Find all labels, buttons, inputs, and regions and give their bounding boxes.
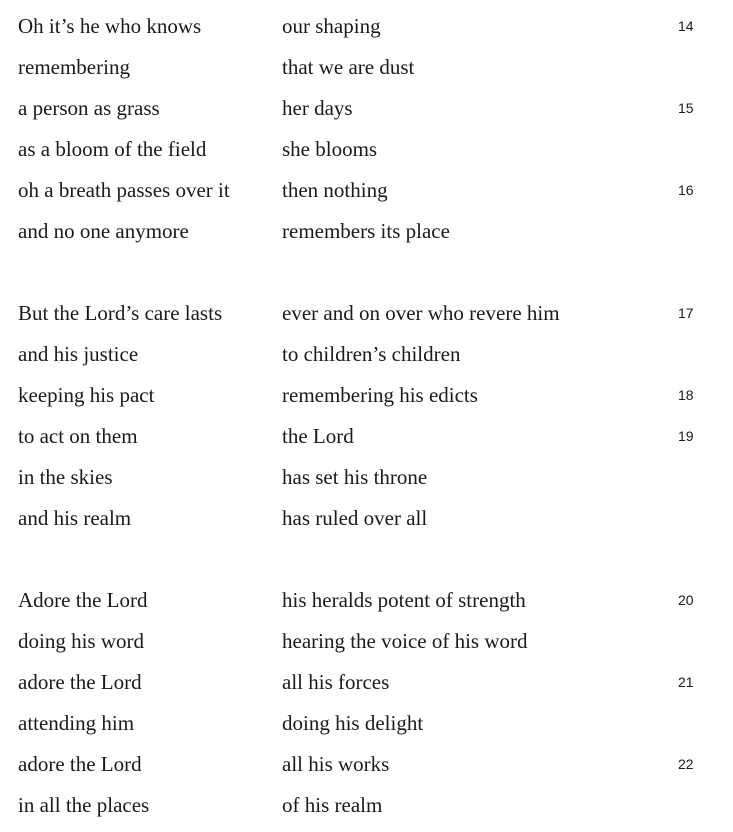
line-second-half: then nothing <box>282 178 388 202</box>
stanza-gap <box>0 258 733 299</box>
line-second-half: the Lord <box>282 424 354 448</box>
line-first-half: and his justice <box>18 342 139 366</box>
line-second-half: has ruled over all <box>282 506 428 530</box>
verse-number: 14 <box>678 18 694 34</box>
poem-line <box>0 463 733 504</box>
line-first-half: keeping his pact <box>18 383 155 407</box>
poem-line <box>0 586 733 627</box>
poem-line <box>0 627 733 668</box>
verse-number: 21 <box>678 674 694 690</box>
line-second-half: she blooms <box>282 137 378 161</box>
poem-line <box>0 12 733 53</box>
line-second-half: his heralds potent of strength <box>282 588 526 612</box>
line-second-half: all his works <box>282 752 390 776</box>
poem-body <box>0 12 733 832</box>
stanza-3 <box>0 586 733 832</box>
line-first-half: oh a breath passes over it <box>18 178 230 202</box>
poem-line <box>0 791 733 832</box>
line-second-half: of his realm <box>282 793 383 817</box>
poem-line <box>0 709 733 750</box>
line-first-half: a person as grass <box>18 96 160 120</box>
line-second-half: hearing the voice of his word <box>282 629 528 653</box>
line-first-half: to act on them <box>18 424 138 448</box>
line-first-half: in the skies <box>18 465 113 489</box>
verse-number: 18 <box>678 387 694 403</box>
verse-number: 15 <box>678 100 694 116</box>
line-first-half: as a bloom of the field <box>18 137 207 161</box>
line-second-half: all his forces <box>282 670 390 694</box>
verse-number: 22 <box>678 756 694 772</box>
stanza-1 <box>0 12 733 258</box>
line-first-half: adore the Lord <box>18 670 142 694</box>
poem-line <box>0 176 733 217</box>
poem-line <box>0 504 733 545</box>
verse-number: 19 <box>678 428 694 444</box>
poem-line <box>0 340 733 381</box>
line-second-half: ever and on over who revere him <box>282 301 560 325</box>
line-second-half: to children’s children <box>282 342 461 366</box>
line-first-half: remembering <box>18 55 130 79</box>
poem-line <box>0 94 733 135</box>
line-first-half: Oh it’s he who knows <box>18 14 202 38</box>
poem-line <box>0 299 733 340</box>
line-first-half: and his realm <box>18 506 132 530</box>
line-second-half: remembering his edicts <box>282 383 478 407</box>
line-first-half: But the Lord’s care lasts <box>18 301 223 325</box>
line-second-half: our shaping <box>282 14 381 38</box>
poem-line <box>0 668 733 709</box>
line-second-half: her days <box>282 96 353 120</box>
poem-line <box>0 422 733 463</box>
line-second-half: that we are dust <box>282 55 415 79</box>
poem-line <box>0 217 733 258</box>
line-first-half: and no one anymore <box>18 219 189 243</box>
line-second-half: doing his delight <box>282 711 424 735</box>
stanza-2 <box>0 299 733 545</box>
verse-number: 17 <box>678 305 694 321</box>
line-second-half: remembers its place <box>282 219 450 243</box>
line-second-half: has set his throne <box>282 465 428 489</box>
poem-line <box>0 53 733 94</box>
stanza-gap <box>0 545 733 586</box>
verse-number: 16 <box>678 182 694 198</box>
line-first-half: Adore the Lord <box>18 588 148 612</box>
poem-line <box>0 135 733 176</box>
verse-number: 20 <box>678 592 694 608</box>
poem-line <box>0 381 733 422</box>
line-first-half: adore the Lord <box>18 752 142 776</box>
line-first-half: doing his word <box>18 629 144 653</box>
line-first-half: attending him <box>18 711 135 735</box>
line-first-half: in all the places <box>18 793 150 817</box>
poem-line <box>0 750 733 791</box>
